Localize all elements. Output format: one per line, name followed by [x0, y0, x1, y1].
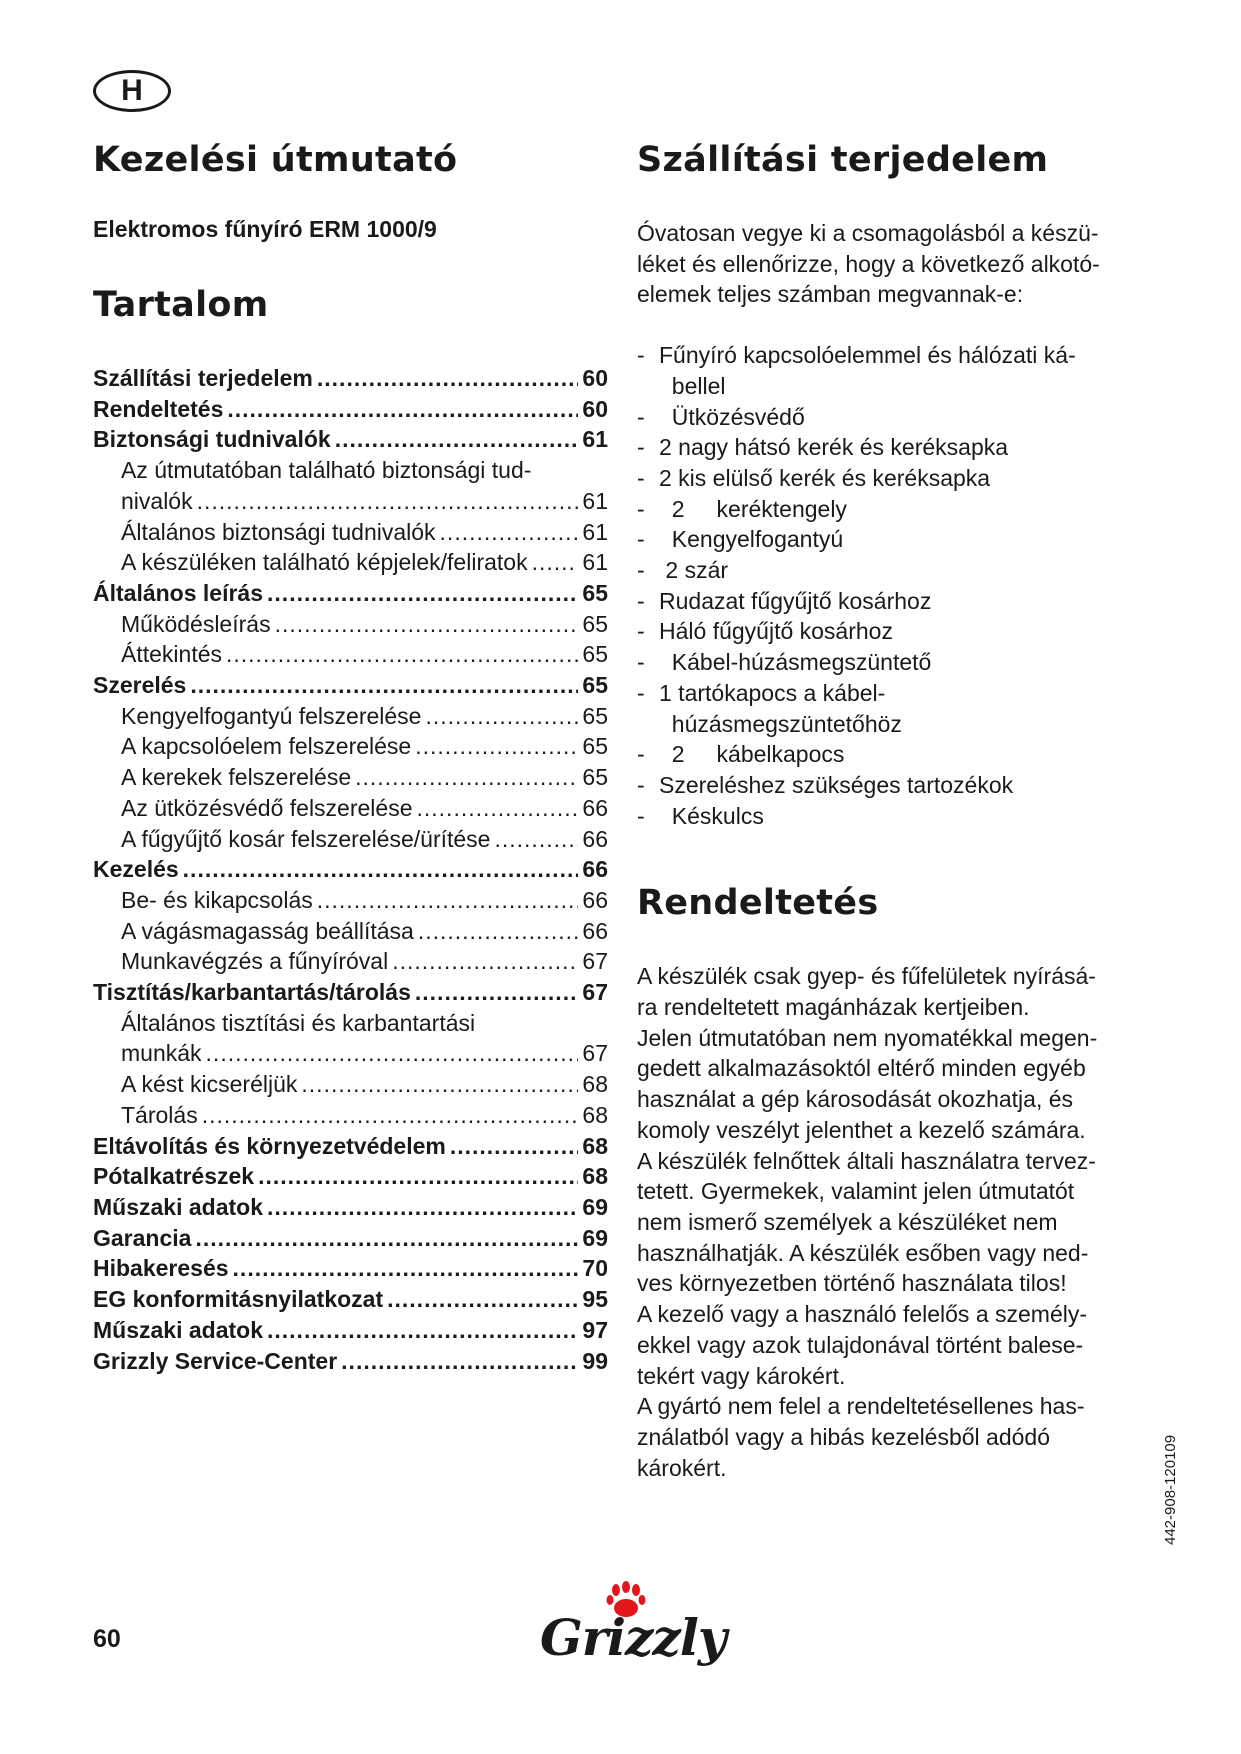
toc-leader-dots	[440, 517, 579, 548]
list-item	[637, 524, 1157, 555]
toc-leader-dots	[183, 854, 579, 885]
toc-leader-dots	[317, 363, 579, 394]
toc-entry-title: Általános leírás	[93, 579, 264, 606]
list-item-dash: -	[637, 526, 645, 553]
toc-entry-page: 66	[582, 825, 608, 852]
toc-entry-title: A kést kicseréljük	[121, 1071, 298, 1098]
toc-entry-page: 61	[582, 549, 608, 576]
toc-entry-page: 61	[582, 518, 608, 545]
toc-entry-page: 66	[582, 917, 608, 944]
toc-entry-title: Tisztítás/karbantartás/tárolás	[93, 979, 411, 1006]
toc-entry	[93, 1223, 608, 1254]
toc-entry-title: Szerelés	[93, 672, 187, 699]
list-item	[637, 340, 1157, 371]
intended-use-line: ználatból vagy a hibás kezelésből adódó	[637, 1423, 1051, 1450]
toc-entry-title: munkák	[121, 1040, 202, 1067]
delivery-items-list	[637, 340, 1157, 831]
toc-entry-title: Tárolás	[121, 1101, 198, 1128]
toc-entry	[93, 1069, 608, 1100]
list-item	[637, 801, 1157, 832]
list-item	[637, 770, 1157, 801]
toc-entry-title: A készüléken található képjelek/feliratok	[121, 549, 528, 576]
toc-leader-dots	[341, 1346, 578, 1377]
list-item-text: 2 kis elülső kerék és keréksapka	[659, 464, 991, 491]
toc-entry	[93, 977, 608, 1008]
list-item-dash: -	[637, 495, 645, 522]
delivery-scope-title: Szállítási terjedelem	[637, 140, 1049, 180]
list-item-dash: -	[637, 741, 645, 768]
toc-entry-title: Általános biztonsági tudnivalók	[121, 518, 436, 545]
toc-entry	[93, 1192, 608, 1223]
list-item-text: húzásmegszüntetőhöz	[659, 710, 902, 737]
toc-entry	[93, 1131, 608, 1162]
toc-leader-dots	[494, 824, 578, 855]
toc-entry-title: Rendeltetés	[93, 395, 224, 422]
page-number: 60	[93, 1625, 121, 1653]
toc-entry-page: 69	[582, 1224, 608, 1251]
toc-leader-dots	[195, 1223, 578, 1254]
toc-leader-dots	[233, 1253, 579, 1284]
toc-leader-dots	[197, 486, 579, 517]
toc-entry	[93, 1284, 608, 1315]
list-item-text: Fűnyíró kapcsolóelemmel és hálózati ká-	[659, 342, 1076, 369]
toc-entry-title: Grizzly Service-Center	[93, 1347, 338, 1374]
toc-leader-dots	[392, 946, 578, 977]
intro-line: léket és ellenőrizze, hogy a következő alkotó-	[637, 250, 1100, 277]
toc-entry-title: Biztonsági tudnivalók	[93, 426, 331, 453]
toc-entry-title: Általános tisztítási és karbantartási	[121, 1009, 476, 1036]
toc-entry-title: Kezelés	[93, 856, 179, 883]
toc-entry	[93, 1100, 608, 1131]
toc-entry	[93, 547, 608, 578]
list-item-text: Kengyelfogantyú	[659, 526, 844, 553]
toc-entry-page: 60	[582, 395, 608, 422]
toc-entry-page: 99	[582, 1347, 608, 1374]
toc-entry-page: 68	[582, 1132, 608, 1159]
list-item	[637, 709, 1157, 740]
list-item-text: 2 szár	[659, 557, 729, 584]
toc-entry-page: 67	[582, 979, 608, 1006]
intended-use-line: A készülék felnőttek általi használatra tervez-	[637, 1147, 1096, 1174]
right-column	[637, 140, 1157, 1483]
toc-leader-dots	[532, 547, 579, 578]
intended-use-line: használat a gép károsodását okozhatja, és	[637, 1086, 1074, 1113]
toc-entry	[93, 1008, 608, 1039]
toc-title: Tartalom	[93, 285, 269, 325]
toc-entry	[93, 885, 608, 916]
toc-entry-title: Be- és kikapcsolás	[121, 886, 313, 913]
intended-use-body	[637, 961, 1157, 1483]
list-item-dash: -	[637, 342, 645, 369]
toc-leader-dots	[415, 977, 579, 1008]
toc-entry	[93, 1038, 608, 1069]
toc-entry	[93, 486, 608, 517]
list-item	[637, 647, 1157, 678]
toc-entry-page: 65	[582, 641, 608, 668]
intended-use-line: ra rendeltetett magánházak kertjeiben.	[637, 994, 1030, 1021]
table-of-contents	[93, 363, 608, 1376]
paw-toe	[607, 1595, 614, 1605]
list-item-dash	[637, 709, 659, 740]
toc-entry	[93, 578, 608, 609]
intended-use-line: A gyártó nem felel a rendeltetésellenes has-	[637, 1393, 1085, 1420]
toc-entry	[93, 363, 608, 394]
toc-entry	[93, 639, 608, 670]
toc-leader-dots	[202, 1100, 579, 1131]
toc-entry-page: 97	[582, 1316, 608, 1343]
toc-entry-title: Az ütközésvédő felszerelése	[121, 794, 413, 821]
intended-use-line: használhatják. A készülék esőben vagy ned-	[637, 1239, 1089, 1266]
page-title: Kezelési útmutató	[93, 140, 458, 180]
intended-use-line: tekért vagy károkért.	[637, 1362, 846, 1389]
list-item-dash: -	[637, 557, 645, 584]
toc-entry-title: EG konformitásnyilatkozat	[93, 1286, 384, 1313]
list-item-dash: -	[637, 679, 645, 706]
list-item	[637, 371, 1157, 402]
toc-entry-page: 65	[582, 672, 608, 699]
intended-use-title: Rendeltetés	[637, 883, 879, 924]
intro-line: elemek teljes számban megvannak-e:	[637, 281, 1024, 308]
toc-entry-page: 69	[582, 1193, 608, 1220]
paw-toe	[639, 1595, 646, 1605]
toc-entry-page: 65	[582, 610, 608, 637]
toc-entry-page: 61	[582, 487, 608, 514]
list-item	[637, 463, 1157, 494]
toc-entry	[93, 731, 608, 762]
list-item-text: Késkulcs	[659, 802, 764, 829]
left-column	[93, 140, 608, 1376]
toc-leader-dots	[226, 639, 578, 670]
toc-entry-title: Műszaki adatok	[93, 1193, 263, 1220]
list-item	[637, 402, 1157, 433]
toc-entry-page: 67	[582, 1040, 608, 1067]
toc-leader-dots	[335, 424, 579, 455]
list-item	[637, 739, 1157, 770]
toc-entry	[93, 1161, 608, 1192]
toc-leader-dots	[387, 1284, 578, 1315]
product-subtitle: Elektromos fűnyíró ERM 1000/9	[93, 216, 437, 242]
toc-entry	[93, 517, 608, 548]
toc-leader-dots	[418, 916, 579, 947]
list-item	[637, 494, 1157, 525]
toc-entry	[93, 609, 608, 640]
toc-leader-dots	[415, 731, 578, 762]
list-item-dash: -	[637, 587, 645, 614]
toc-leader-dots	[301, 1069, 578, 1100]
toc-entry	[93, 762, 608, 793]
toc-entry-page: 65	[582, 702, 608, 729]
intended-use-line: ves környezetben történő használata tilos!	[637, 1270, 1067, 1297]
toc-leader-dots	[227, 394, 578, 425]
list-item-text: Rudazat fűgyűjtő kosárhoz	[659, 587, 932, 614]
intended-use-line: gedett alkalmazásoktól eltérő minden egyéb	[637, 1055, 1086, 1082]
grizzly-logo	[540, 1578, 726, 1673]
toc-entry	[93, 946, 608, 977]
toc-entry-title: Pótalkatrészek	[93, 1163, 255, 1190]
toc-entry-page: 65	[582, 733, 608, 760]
toc-entry-page: 65	[582, 579, 608, 606]
toc-entry	[93, 1253, 608, 1284]
list-item-text: Ütközésvédő	[659, 403, 805, 430]
toc-leader-dots	[425, 701, 578, 732]
toc-leader-dots	[190, 670, 578, 701]
document-code: 442-908-120109	[1162, 1434, 1179, 1545]
toc-leader-dots	[206, 1038, 579, 1069]
language-badge	[93, 70, 171, 112]
paw-toe	[612, 1584, 620, 1596]
toc-leader-dots	[267, 1315, 578, 1346]
list-item-dash: -	[637, 403, 645, 430]
list-item-dash: -	[637, 802, 645, 829]
toc-entry-title: Garancia	[93, 1224, 192, 1251]
intended-use-line: tetett. Gyermekek, valamint jelen útmutatót	[637, 1178, 1075, 1205]
toc-entry-title: A kapcsolóelem felszerelése	[121, 733, 412, 760]
toc-entry	[93, 793, 608, 824]
toc-entry	[93, 670, 608, 701]
intended-use-line: károkért.	[637, 1454, 727, 1481]
toc-entry-title: Működésleírás	[121, 610, 271, 637]
list-item	[637, 586, 1157, 617]
list-item-dash: -	[637, 649, 645, 676]
list-item-dash	[637, 371, 659, 402]
toc-entry-page: 65	[582, 764, 608, 791]
toc-entry	[93, 1346, 608, 1377]
toc-leader-dots	[267, 578, 578, 609]
intended-use-line: A készülék csak gyep- és fűfelületek nyírásá-	[637, 963, 1096, 990]
list-item	[637, 616, 1157, 647]
intended-use-line: ekkel vagy azok tulajdonával történt balese-	[637, 1331, 1084, 1358]
toc-entry	[93, 916, 608, 947]
toc-entry	[93, 1315, 608, 1346]
toc-entry-page: 61	[582, 426, 608, 453]
toc-entry-page: 95	[582, 1286, 608, 1313]
toc-leader-dots	[258, 1161, 578, 1192]
toc-entry	[93, 455, 608, 486]
toc-entry	[93, 854, 608, 885]
toc-leader-dots	[355, 762, 578, 793]
toc-entry-page: 68	[582, 1101, 608, 1128]
delivery-scope-intro	[637, 218, 1157, 310]
toc-entry-title: A kerekek felszerelése	[121, 764, 352, 791]
intended-use-line: Jelen útmutatóban nem nyomatékkal megen-	[637, 1024, 1098, 1051]
list-item-text: bellel	[659, 372, 726, 399]
toc-entry-title: Kengyelfogantyú felszerelése	[121, 702, 422, 729]
list-item-dash: -	[637, 434, 645, 461]
toc-entry-page: 66	[582, 856, 608, 883]
toc-entry-title: Az útmutatóban található biztonsági tud-	[121, 457, 532, 484]
toc-entry-title: Műszaki adatok	[93, 1316, 263, 1343]
logo-text: Grizzly	[540, 1608, 726, 1667]
toc-entry-page: 66	[582, 794, 608, 821]
list-item-text: 1 tartókapocs a kábel-	[659, 679, 886, 706]
toc-entry-page: 68	[582, 1163, 608, 1190]
intro-line: Óvatosan vegye ki a csomagolásból a készü-	[637, 220, 1099, 246]
toc-entry-title: A fűgyűjtő kosár felszerelése/ürítése	[121, 825, 491, 852]
toc-entry-title: Eltávolítás és környezetvédelem	[93, 1132, 446, 1159]
toc-entry-title: Szállítási terjedelem	[93, 365, 313, 391]
toc-leader-dots	[417, 793, 579, 824]
intended-use-line: nem ismerő személyek a készüléket nem	[637, 1208, 1058, 1235]
toc-entry	[93, 824, 608, 855]
toc-entry-title: Áttekintés	[121, 641, 222, 668]
toc-leader-dots	[317, 885, 579, 916]
toc-entry-title: Hibakeresés	[93, 1255, 229, 1282]
list-item-text: 2 nagy hátsó kerék és keréksapka	[659, 434, 1009, 461]
toc-entry-title: Munkavégzés a fűnyíróval	[121, 948, 389, 975]
toc-entry-page: 67	[582, 948, 608, 975]
list-item-dash: -	[637, 618, 645, 645]
list-item-dash: -	[637, 771, 645, 798]
paw-toe	[632, 1584, 640, 1596]
toc-entry	[93, 701, 608, 732]
toc-entry	[93, 424, 608, 455]
intended-use-line: A kezelő vagy a használó felelős a személy-	[637, 1301, 1088, 1328]
toc-entry-page: 66	[582, 886, 608, 913]
list-item-text: 2 kábelkapocs	[659, 741, 845, 768]
list-item	[637, 678, 1157, 709]
list-item-dash: -	[637, 464, 645, 491]
toc-entry-title: nivalók	[121, 487, 193, 514]
toc-leader-dots	[275, 609, 579, 640]
list-item	[637, 432, 1157, 463]
toc-entry-page: 70	[582, 1255, 608, 1282]
list-item-text: Kábel-húzásmegszüntető	[659, 649, 932, 676]
toc-leader-dots	[450, 1131, 579, 1162]
toc-entry-page: 68	[582, 1071, 608, 1098]
toc-leader-dots	[267, 1192, 578, 1223]
toc-entry-page: 60	[582, 365, 608, 391]
toc-entry-title: A vágásmagasság beállítása	[121, 917, 414, 944]
list-item-text: 2 keréktengely	[659, 495, 847, 522]
paw-toe	[622, 1581, 630, 1593]
list-item-text: Szereléshez szükséges tartozékok	[659, 771, 1014, 798]
list-item-text: Háló fűgyűjtő kosárhoz	[659, 618, 893, 645]
list-item	[637, 555, 1157, 586]
toc-entry	[93, 394, 608, 425]
language-badge-label: H	[121, 74, 143, 107]
intended-use-line: komoly veszélyt jelenthet a kezelő számára.	[637, 1116, 1086, 1143]
